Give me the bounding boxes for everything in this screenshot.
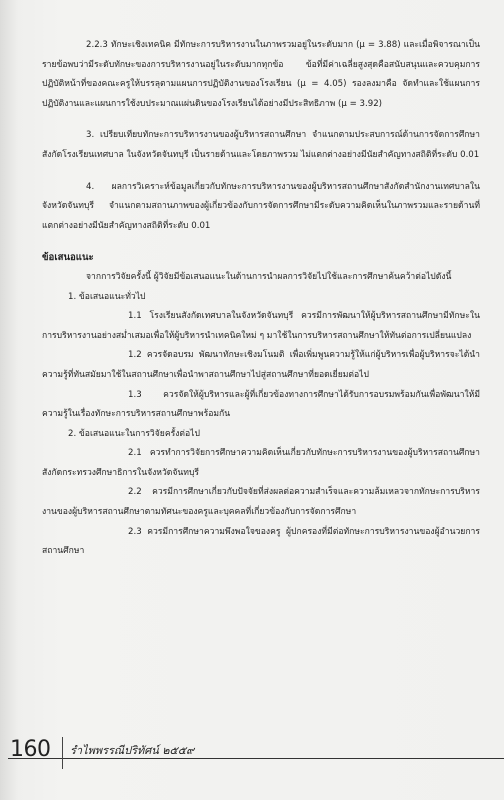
paragraph-finding-4: 4. ผลการวิเคราะห์ข้อมูลเกี่ยวกับทักษะการบริหารงานของผู้บริหารสถานศึกษาสังกัดสำนักงานเทศบาลในจังหวัดจันทบุรี จำแนกตามสถานภาพของผู้เกี่ยวข้องกับการจัดการศึกษามีระดับความคิดเห็นในภาพรวมและรายด้านที่แตกต่างอย่างมีนัยสำคัญทางสถิติที่ระดับ 0.01 <box>42 181 480 231</box>
suggestion-1-2: 1.2 ควรจัดอบรม พัฒนาทักษะเชิงมโนมติ เพื่อเพิ่มพูนความรู้ให้แก่ผู้บริหารเพื่อผู้บริหารจะได้นำความรู้ที่ทันสมัยมาใช้ในสถานศึกษาเพื่อนำพาสถานศึกษาไปสู่สถานศึกษาที่ยอดเยี่ยมต่อไป <box>42 350 480 380</box>
subheading-general-suggestions: 1. ข้อเสนอแนะทั่วไป <box>68 291 146 302</box>
paragraph-suggestions-intro: จากการวิจัยครั้งนี้ ผู้วิจัยมีข้อเสนอแนะในด้านการนำผลการวิจัยไปใช้และการศึกษาค้นคว้าต่อไปดังนี้ <box>86 271 452 282</box>
page-footer <box>0 735 504 775</box>
footer-separator <box>62 737 63 769</box>
suggestion-2-2: 2.2 ควรมีการศึกษาเกี่ยวกับปัจจัยที่ส่งผลต่อความสำเร็จและความล้มเหลวจากทักษะการบริหารงานของผู้บริหารสถานศึกษาตามทัศนะของครูและบุคคลที่เกี่ยวข้องกับการจัดการศึกษา <box>42 487 480 518</box>
paragraph-technical-skill: 2.2.3 ทักษะเชิงเทคนิค มีทักษะการบริหารงานในภาพรวมอยู่ในระดับมาก (μ = 3.88) และเมื่อพิจารณาเป็นรายข้อพบว่ามีระดับทักษะของการบริหารงานอยู่ในระดับมากทุกข้อ ข้อที่มีค่าเฉลี่ยสูงสุดคือสนับสนุนและควบคุมการปฏิบัติหน้าที่ของคณะครูให้บรรลุตามแผนการปฏิบัติงานของโรงเรียน (μ = 4.05) รองลงมาคือ จัดทำและใช้แผนการปฏิบัติงานและแผนการใช้งบประมาณแผ่นดินของโรงเรียนได้อย่างมีประสิทธิภาพ (μ = 3.92) <box>42 40 480 109</box>
paragraph-finding-3: 3. เปรียบเทียบทักษะการบริหารงานของผู้บริหารสถานศึกษา จำแนกตามประสบการณ์ด้านการจัดการศึกษาสังกัดโรงเรียนเทศบาล ในจังหวัดจันทบุรี เป็นรายด้านและโดยภาพรวม ไม่แตกต่างอย่างมีนัยสำคัญทางสถิติที่ระดับ 0.01 <box>42 130 480 160</box>
section-heading-suggestions: ข้อเสนอแนะ <box>42 252 94 264</box>
page-number: 160 <box>10 737 51 762</box>
suggestion-2-3: 2.3 ควรมีการศึกษาความพึงพอใจของครู ผู้ปกครองที่มีต่อทักษะการบริหารงานของผู้อำนวยการสถานศึกษา <box>42 526 480 557</box>
body-text <box>42 36 480 562</box>
suggestion-1-1: 1.1 โรงเรียนสังกัดเทศบาลในจังหวัดจันทบุรี ควรมีการพัฒนาให้ผู้บริหารสถานศึกษามีทักษะในการบริหารงานอย่างสม่ำเสมอเพื่อให้ผู้บริหารนำเทคนิคใหม่ ๆ มาใช้ในการบริหารสถานศึกษาให้ทันต่อการเปลี่ยนแปลง <box>42 311 480 341</box>
suggestion-2-1: 2.1 ควรทำการวิจัยการศึกษาความคิดเห็นเกี่ยวกับทักษะการบริหารงานของผู้บริหารสถานศึกษาสังกัดกระทรวงศึกษาธิการในจังหวัดจันทบุรี <box>42 448 480 478</box>
subheading-future-research: 2. ข้อเสนอแนะในการวิจัยครั้งต่อไป <box>68 428 200 439</box>
journal-name: รำไพพรรณีปริทัศน์ ๒๕๕๙ <box>70 744 195 757</box>
suggestion-1-3: 1.3 ควรจัดให้ผู้บริหารและผู้ที่เกี่ยวข้องทางการศึกษาได้รับการอบรมพร้อมกันเพื่อพัฒนาให้มีความรู้ในเรื่องทักษะการบริหารสถานศึกษาพร้อมกัน <box>42 389 480 420</box>
